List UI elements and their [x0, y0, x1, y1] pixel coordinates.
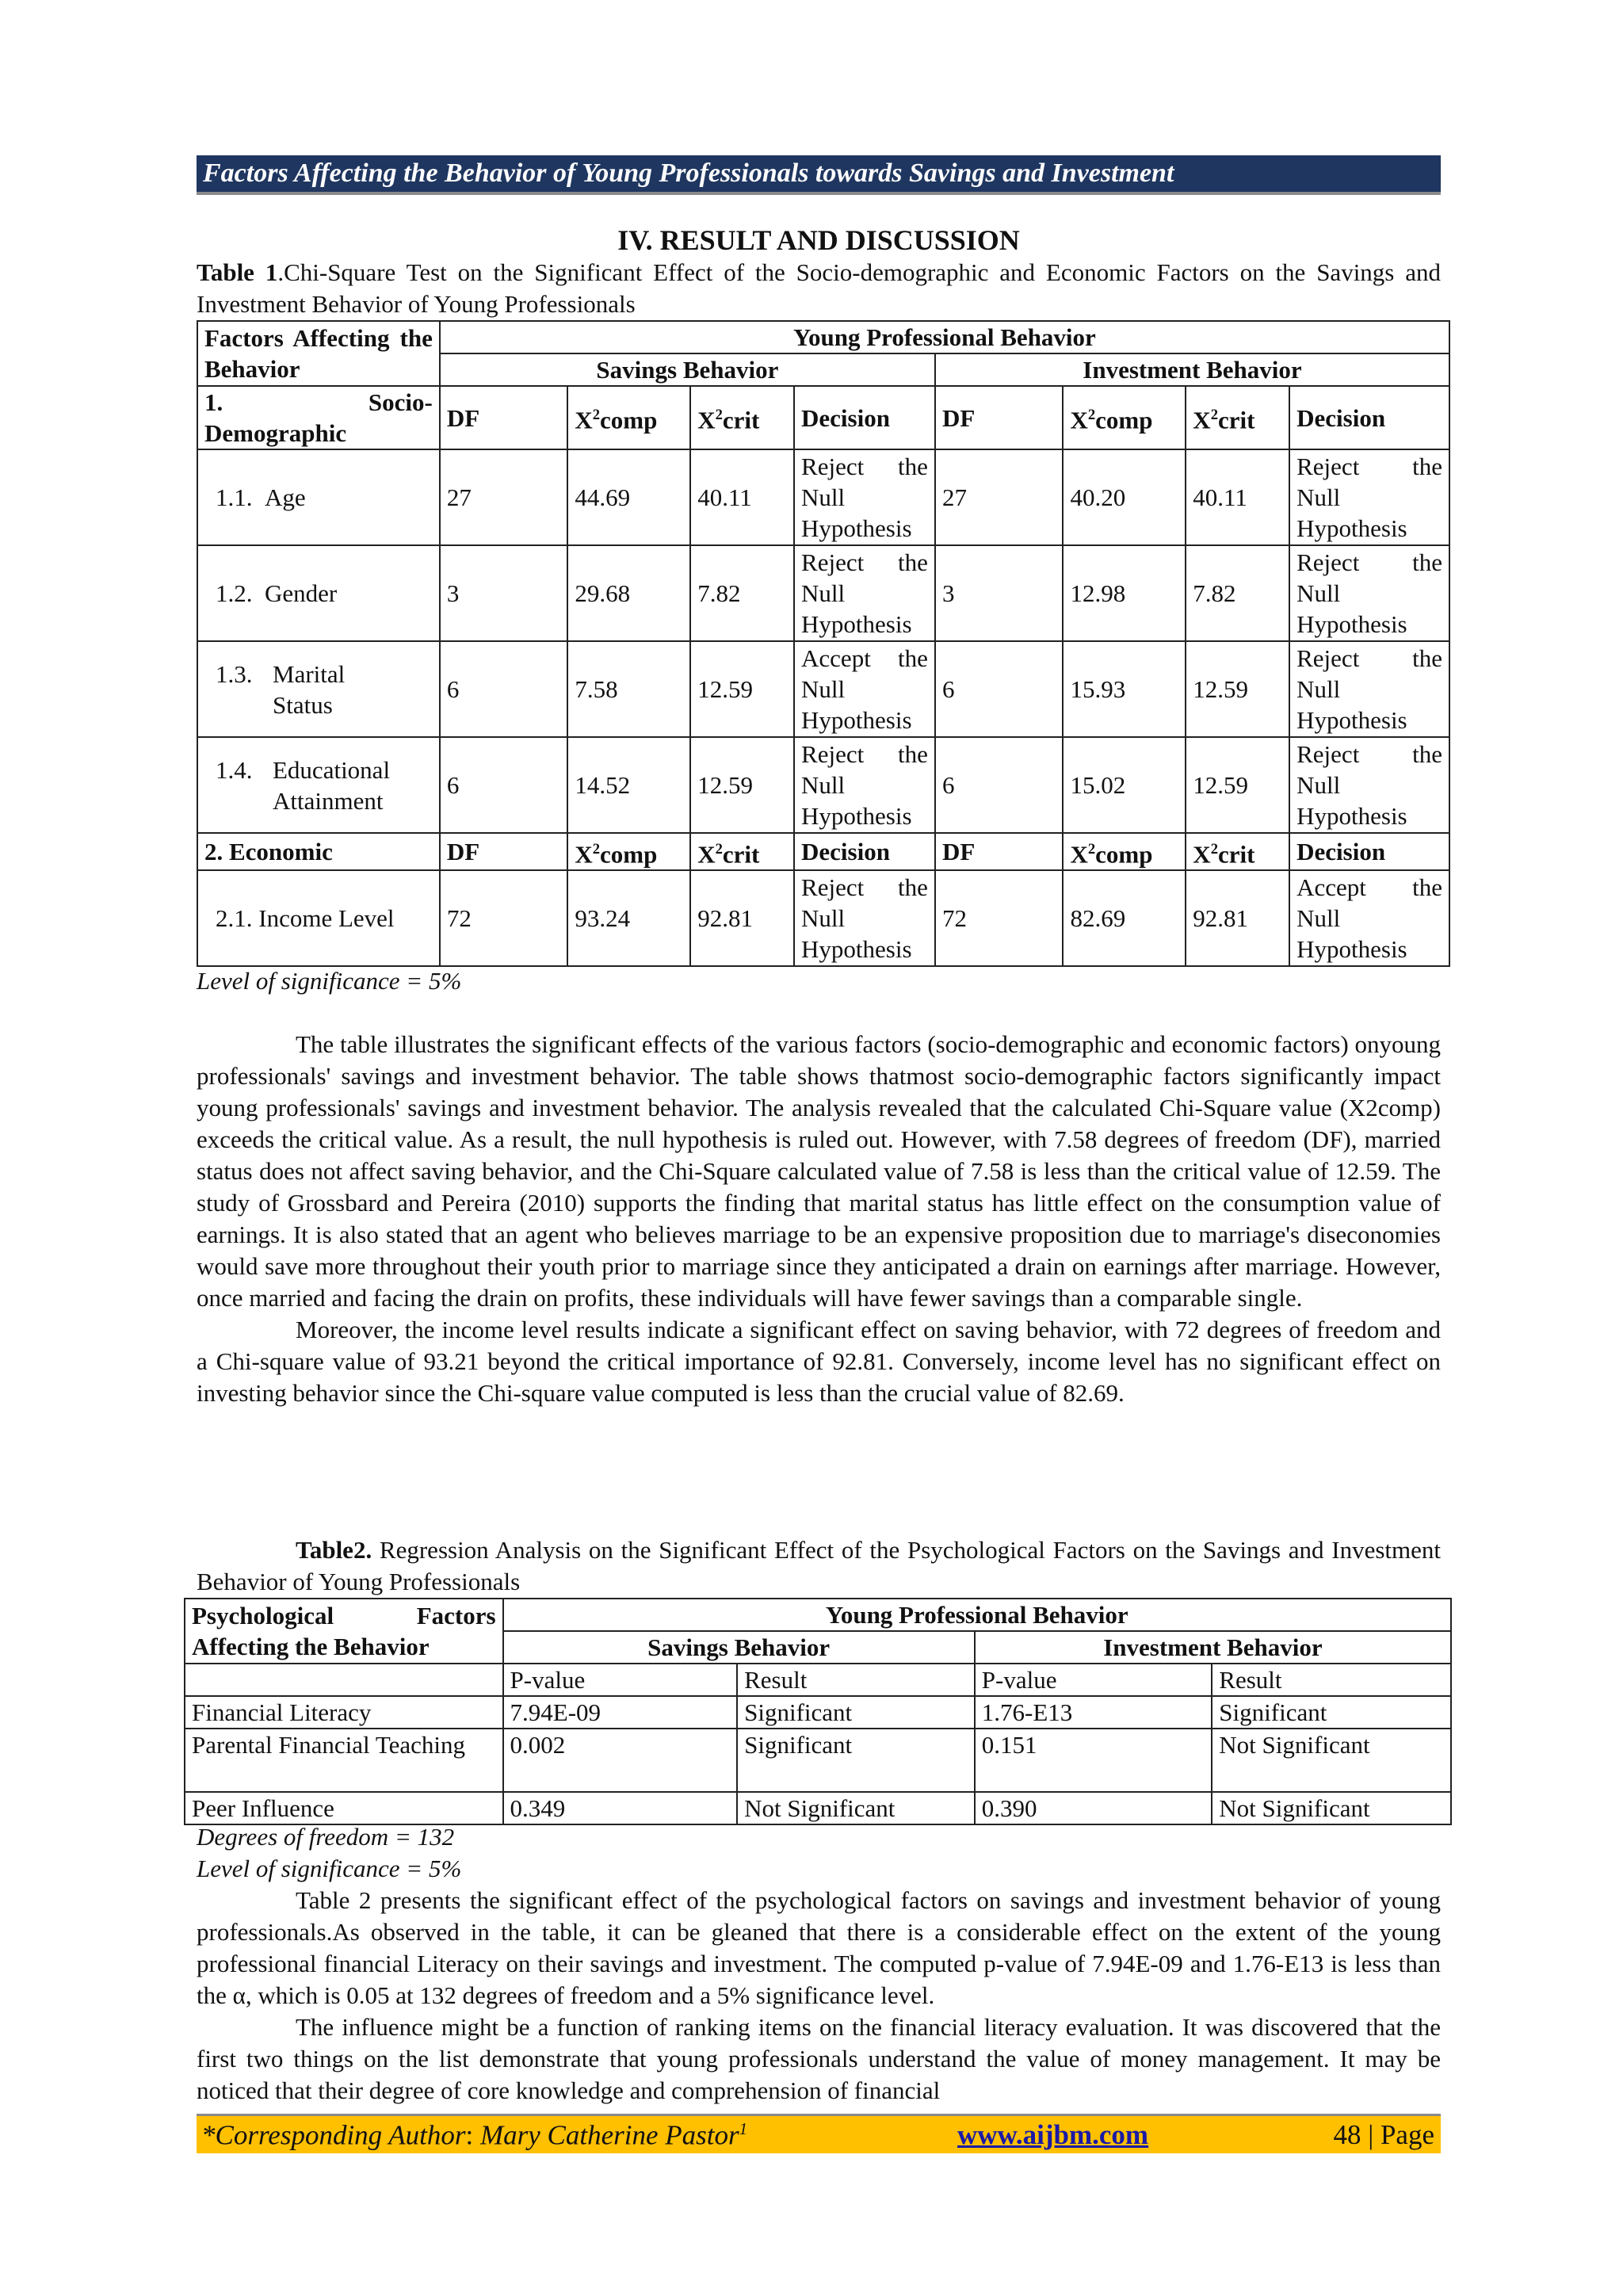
table-row [197, 870, 1449, 966]
t1-cell: 12.59 [690, 737, 794, 833]
table-row [185, 1792, 1451, 1824]
t1-decision: Reject the Null Hypothesis [794, 870, 935, 966]
t1-decision: Accept the Null Hypothesis [1289, 870, 1449, 966]
t1-cell: 6 [935, 641, 1064, 737]
t1-cell: 27 [935, 449, 1064, 545]
table2-caption-text: Regression Analysis on the Significant Effect of the Psychological Factors on the Savings and Investment Behavior of Young Professionals [197, 1536, 1441, 1595]
t1-cell: 92.81 [1186, 870, 1289, 966]
t1-decision: Reject the Null Hypothesis [794, 449, 935, 545]
t1-col-x2crit: $X^2crit$ [1186, 833, 1289, 870]
t1-cell: 12.59 [1186, 737, 1289, 833]
t1-col-x2comp: $X^2comp$ [1063, 833, 1186, 870]
t1-cell: 15.93 [1063, 641, 1186, 737]
t1-col-x2comp: $X^2comp$ [1063, 386, 1186, 449]
t1-row-label: 1.3. Marital Status [197, 641, 440, 737]
t2-hdr-savings: Savings Behavior [503, 1631, 975, 1664]
t1-col-x2comp: $X^2comp$ [567, 386, 690, 449]
t1-col-df: DF [935, 833, 1064, 870]
t1-cell: 7.82 [1186, 545, 1289, 641]
table2-caption [197, 1534, 1441, 1598]
t1-col-decision: Decision [794, 833, 935, 870]
t1-col-decision: Decision [1289, 833, 1449, 870]
t2-row-label: Parental Financial Teaching [185, 1729, 503, 1792]
table-row [197, 641, 1449, 737]
t1-decision: Accept the Null Hypothesis [794, 641, 935, 737]
t1-decision: Reject the Null Hypothesis [794, 545, 935, 641]
t1-cell: 72 [440, 870, 568, 966]
t1-cell: 29.68 [567, 545, 690, 641]
body-paragraphs-1 [197, 1029, 1441, 1409]
t2-col-pvalue: P-value [975, 1664, 1212, 1696]
t1-row-label: 2.1. Income Level [197, 870, 440, 966]
t1-decision: Reject the Null Hypothesis [1289, 641, 1449, 737]
table2-note-df: Degrees of freedom = 132 [197, 1823, 455, 1851]
t1-cell: 40.20 [1063, 449, 1186, 545]
t2-col-result: Result [1212, 1664, 1451, 1696]
t1-col-df: DF [440, 386, 568, 449]
t1-decision: Reject the Null Hypothesis [1289, 545, 1449, 641]
t1-cell: 93.24 [567, 870, 690, 966]
t2-empty-cell [185, 1664, 503, 1696]
t1-col-x2crit: $X^2crit$ [1186, 386, 1289, 449]
table-row [185, 1729, 1451, 1792]
t2-cell: Not Significant [737, 1792, 975, 1824]
table2-note-significance: Level of significance = 5% [197, 1855, 462, 1882]
t1-cell: 82.69 [1063, 870, 1186, 966]
table1 [197, 320, 1450, 967]
t2-cell: Not Significant [1212, 1729, 1451, 1792]
journal-link[interactable]: www.aijbm.com [957, 2119, 1149, 2150]
t2-row-label: Peer Influence [185, 1792, 503, 1824]
t1-cell: 3 [440, 545, 568, 641]
t1-cell: 40.11 [1186, 449, 1289, 545]
t1-cell: 44.69 [567, 449, 690, 545]
paragraph: The table illustrates the significant effects of the various factors (socio-demographic and economic factors) onyoung professionals' savings and investment behavior. The table shows thatmost socio-demographic factors significantly impact young professionals' savings and investment behavior. The analysis revealed that the calculated Chi-Square value (X2comp) exceeds the critical value. As a result, the null hypothesis is ruled out. However, with 7.58 degrees of freedom (DF), married status does not affect saving behavior, and the Chi-Square calculated value of 7.58 is less than the critical value of 12.59. The study of Grossbard and Pereira (2010) supports the finding that marital status has little effect on the consumption value of earnings. It is also stated that an agent who believes marriage to be an expensive proposition due to marriage's diseconomies would save more throughout their youth prior to marriage since they anticipated a drain on earnings after marriage. However, once married and facing the drain on profits, these individuals will have fewer savings than a comparable single. [197, 1030, 1441, 1312]
t2-cell: Significant [737, 1729, 975, 1792]
t1-cell: 6 [440, 737, 568, 833]
t2-hdr-investment: Investment Behavior [975, 1631, 1451, 1664]
t1-col-x2comp: $X^2comp$ [567, 833, 690, 870]
t1-cell: 27 [440, 449, 568, 545]
t2-col-result: Result [737, 1664, 975, 1696]
table2 [184, 1598, 1452, 1825]
t1-cell: 6 [440, 641, 568, 737]
t2-cell: 1.76-E13 [975, 1696, 1212, 1729]
section-title: IV. RESULT AND DISCUSSION [617, 224, 1020, 256]
t2-cell: 0.002 [503, 1729, 738, 1792]
t2-col-pvalue: P-value [503, 1664, 738, 1696]
t2-hdr-factors: Psychological Factors Affecting the Behavior [185, 1599, 503, 1664]
t1-cell: 12.98 [1063, 545, 1186, 641]
page-footer [197, 2114, 1441, 2153]
t1-cell: 6 [935, 737, 1064, 833]
t1-decision: Reject the Null Hypothesis [1289, 737, 1449, 833]
t1-cell: 92.81 [690, 870, 794, 966]
t1-col-x2crit: $X^2crit$ [690, 386, 794, 449]
page-number: 48 | Page [1333, 2119, 1434, 2150]
body-paragraphs-2 [197, 1885, 1441, 2107]
t2-hdr-ypb: Young Professional Behavior [503, 1599, 1451, 1631]
table-row [197, 545, 1449, 641]
table2-caption-label: Table2. [296, 1536, 372, 1564]
t1-row-label: 1.2. Gender [197, 545, 440, 641]
t1-cell: 72 [935, 870, 1064, 966]
t1-group-socio: 1. Socio-Demographic [197, 386, 440, 449]
running-header [197, 155, 1441, 195]
t1-hdr-investment: Investment Behavior [935, 353, 1449, 386]
t2-cell: 7.94E-09 [503, 1696, 738, 1729]
t2-cell: Significant [737, 1696, 975, 1729]
t1-group-economic: 2. Economic [197, 833, 440, 870]
t1-col-df: DF [935, 386, 1064, 449]
table1-note: Level of significance = 5% [197, 967, 462, 995]
t2-cell: Significant [1212, 1696, 1451, 1729]
paragraph: Table 2 presents the significant effect of the psychological factors on savings and investment behavior of young professionals.As observed in the table, it can be gleaned that there is a considerable effect on the extent of the young professional financial Literacy on their savings and investment. The computed p-value of 7.94E-09 and 1.76-E13 is less than the α, which is 0.05 at 132 degrees of freedom and a 5% significance level. [197, 1886, 1441, 2009]
t1-cell: 7.82 [690, 545, 794, 641]
running-title: Factors Affecting the Behavior of Young Professionals towards Savings and Investment [203, 159, 1174, 188]
paragraph: The influence might be a function of ranking items on the financial literacy evaluation. It was discovered that the first two things on the list demonstrate that young professionals understand the value of money management. It may be noticed that their degree of core knowledge and comprehension of financial [197, 2013, 1441, 2104]
t1-row-label: 1.1. Age [197, 449, 440, 545]
t1-cell: 12.59 [1186, 641, 1289, 737]
t1-cell: 15.02 [1063, 737, 1186, 833]
t2-cell: Not Significant [1212, 1792, 1451, 1824]
t2-row-label: Financial Literacy [185, 1696, 503, 1729]
table1-caption-label: Table 1 [197, 258, 278, 286]
table1-caption [197, 257, 1441, 320]
t1-cell: 3 [935, 545, 1064, 641]
t2-cell: 0.349 [503, 1792, 738, 1824]
table-row [185, 1696, 1451, 1729]
t1-cell: 40.11 [690, 449, 794, 545]
t1-col-decision: Decision [794, 386, 935, 449]
t1-row-label: 1.4. Educational Attainment [197, 737, 440, 833]
t1-hdr-factors: Factors Affecting the Behavior [197, 321, 440, 386]
t1-hdr-savings: Savings Behavior [440, 353, 935, 386]
t1-cell: 7.58 [567, 641, 690, 737]
table-row [197, 449, 1449, 545]
t1-decision: Reject the Null Hypothesis [1289, 449, 1449, 545]
t1-col-decision: Decision [1289, 386, 1449, 449]
table-row [197, 737, 1449, 833]
t1-col-x2crit: $X^2crit$ [690, 833, 794, 870]
t1-cell: 14.52 [567, 737, 690, 833]
t2-cell: 0.151 [975, 1729, 1212, 1792]
corresponding-author: *Corresponding Author: Mary Catherine Pastor$^1$ [201, 2119, 748, 2151]
t1-cell: 12.59 [690, 641, 794, 737]
t1-decision: Reject the Null Hypothesis [794, 737, 935, 833]
paragraph: Moreover, the income level results indicate a significant effect on saving behavior, with 72 degrees of freedom and a Chi-square value of 93.21 beyond the critical importance of 92.81. Conversely, income level has no significant effect on investing behavior since the Chi-square value computed is less than the crucial value of 82.69. [197, 1316, 1441, 1407]
t1-col-df: DF [440, 833, 568, 870]
table1-caption-text: .Chi-Square Test on the Significant Effect of the Socio-demographic and Economic Factors on the Savings and Investment Behavior of Young Professionals [197, 258, 1441, 318]
t1-hdr-ypb: Young Professional Behavior [440, 321, 1449, 353]
t2-cell: 0.390 [975, 1792, 1212, 1824]
